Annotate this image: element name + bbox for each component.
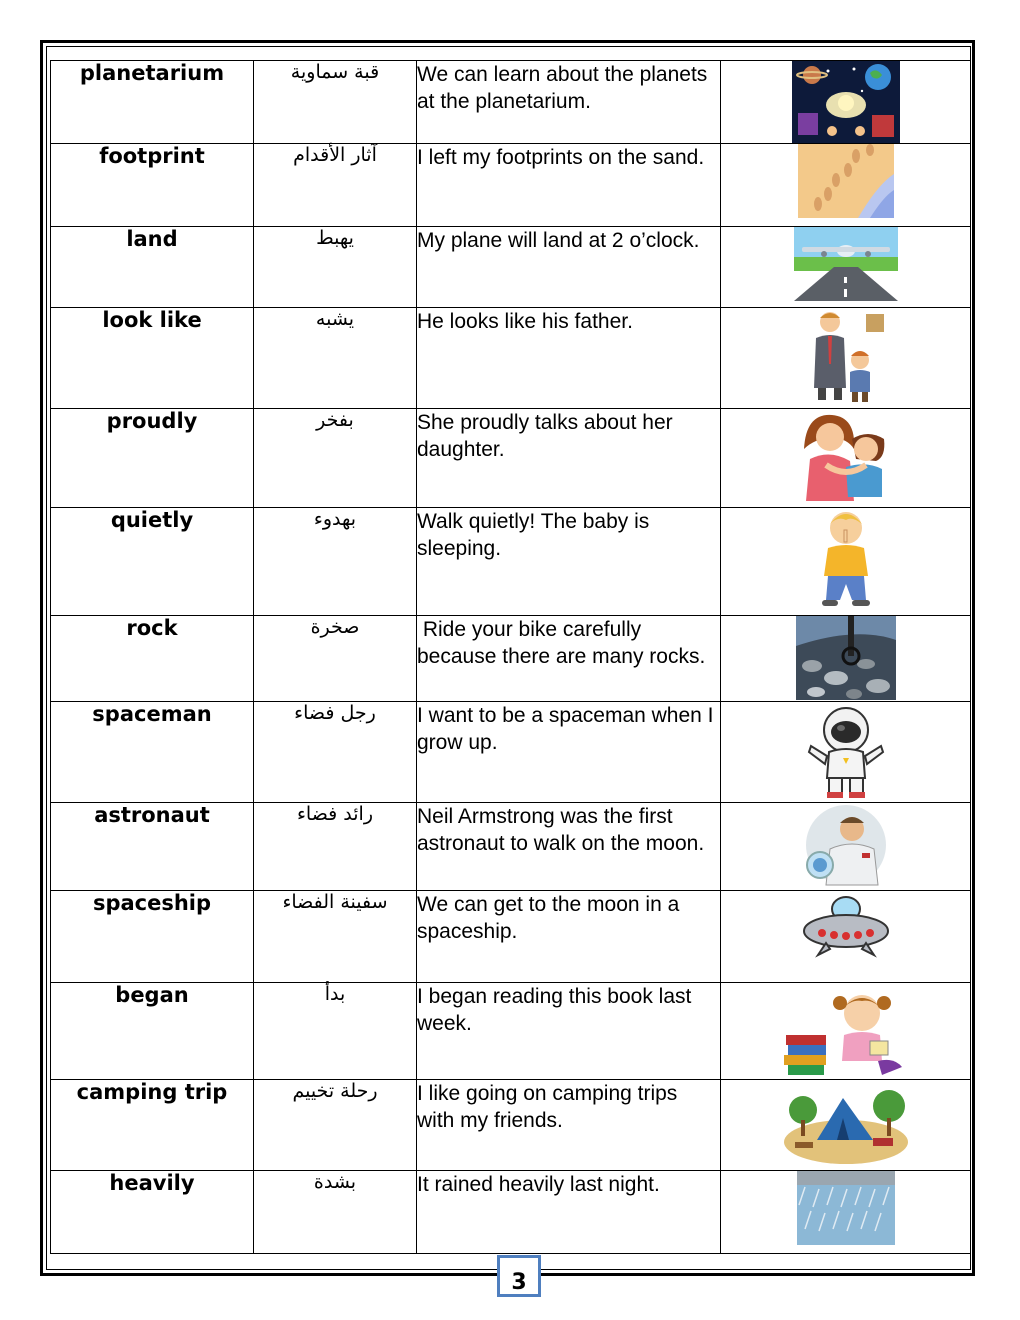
planetarium-image bbox=[792, 61, 900, 143]
arabic-cell: آثار الأقدام bbox=[254, 144, 417, 227]
sentence-cell: My plane will land at 2 o’clock. bbox=[417, 227, 721, 308]
word-cell: spaceman bbox=[51, 702, 254, 803]
picture-cell bbox=[721, 983, 971, 1080]
word-cell: footprint bbox=[51, 144, 254, 227]
heavy-rain-image bbox=[797, 1171, 895, 1245]
picture-cell bbox=[721, 144, 971, 227]
girl-reading-books-image bbox=[782, 983, 910, 1079]
table-row bbox=[51, 227, 971, 308]
table-row bbox=[51, 409, 971, 508]
word-cell: look like bbox=[51, 308, 254, 409]
table-row bbox=[51, 1171, 971, 1254]
picture-cell bbox=[721, 227, 971, 308]
table-row bbox=[51, 983, 971, 1080]
spaceship-image bbox=[800, 891, 892, 961]
word-cell: spaceship bbox=[51, 891, 254, 983]
table-row bbox=[51, 891, 971, 983]
page-number: 3 bbox=[497, 1255, 541, 1297]
arabic-cell: رحلة تخييم bbox=[254, 1080, 417, 1171]
footprints-sand-image bbox=[798, 144, 894, 218]
astronaut-portrait-image bbox=[800, 803, 892, 887]
arabic-cell: بهدوء bbox=[254, 508, 417, 616]
picture-cell bbox=[721, 616, 971, 702]
table-row bbox=[51, 803, 971, 891]
sentence-cell: Ride your bike carefully because there are many rocks. bbox=[417, 616, 721, 702]
picture-cell bbox=[721, 803, 971, 891]
picture-cell bbox=[721, 308, 971, 409]
sentence-cell: I began reading this book last week. bbox=[417, 983, 721, 1080]
arabic-cell: بشدة bbox=[254, 1171, 417, 1254]
sentence-cell: She proudly talks about her daughter. bbox=[417, 409, 721, 508]
sentence-cell: I left my footprints on the sand. bbox=[417, 144, 721, 227]
word-cell: planetarium bbox=[51, 61, 254, 144]
father-son-image bbox=[804, 308, 888, 404]
airplane-runway-image bbox=[794, 227, 898, 301]
word-cell: land bbox=[51, 227, 254, 308]
camping-tent-image bbox=[781, 1080, 911, 1166]
picture-cell bbox=[721, 1080, 971, 1171]
word-cell: began bbox=[51, 983, 254, 1080]
table-row bbox=[51, 616, 971, 702]
vocabulary-table bbox=[50, 60, 971, 1254]
mother-daughter-hug-image bbox=[796, 409, 896, 503]
sentence-cell: He looks like his father. bbox=[417, 308, 721, 409]
picture-cell bbox=[721, 409, 971, 508]
word-cell: camping trip bbox=[51, 1080, 254, 1171]
boy-shushing-image bbox=[806, 508, 886, 612]
arabic-cell: بدأ bbox=[254, 983, 417, 1080]
word-cell: heavily bbox=[51, 1171, 254, 1254]
sentence-cell: I like going on camping trips with my friends. bbox=[417, 1080, 721, 1171]
table-row bbox=[51, 508, 971, 616]
arabic-cell: يشبه bbox=[254, 308, 417, 409]
picture-cell bbox=[721, 702, 971, 803]
arabic-cell: يهبط bbox=[254, 227, 417, 308]
arabic-cell: رائد فضاء bbox=[254, 803, 417, 891]
sentence-cell: Neil Armstrong was the first astronaut to walk on the moon. bbox=[417, 803, 721, 891]
picture-cell bbox=[721, 891, 971, 983]
word-cell: quietly bbox=[51, 508, 254, 616]
sentence-cell: I want to be a spaceman when I grow up. bbox=[417, 702, 721, 803]
arabic-cell: صخرة bbox=[254, 616, 417, 702]
arabic-cell: سفينة الفضاء bbox=[254, 891, 417, 983]
spaceman-cartoon-image bbox=[803, 702, 889, 800]
picture-cell bbox=[721, 1171, 971, 1254]
sentence-cell: It rained heavily last night. bbox=[417, 1171, 721, 1254]
word-cell: astronaut bbox=[51, 803, 254, 891]
table-row bbox=[51, 61, 971, 144]
rocky-path-bike-image bbox=[796, 616, 896, 700]
arabic-cell: بفخر bbox=[254, 409, 417, 508]
table-row bbox=[51, 702, 971, 803]
picture-cell bbox=[721, 508, 971, 616]
sentence-cell: We can learn about the planets at the planetarium. bbox=[417, 61, 721, 144]
arabic-cell: قبة سماوية bbox=[254, 61, 417, 144]
table-row bbox=[51, 308, 971, 409]
word-cell: rock bbox=[51, 616, 254, 702]
word-cell: proudly bbox=[51, 409, 254, 508]
arabic-cell: رجل فضاء bbox=[254, 702, 417, 803]
sentence-cell: We can get to the moon in a spaceship. bbox=[417, 891, 721, 983]
picture-cell bbox=[721, 61, 971, 144]
sentence-cell: Walk quietly! The baby is sleeping. bbox=[417, 508, 721, 616]
table-row bbox=[51, 1080, 971, 1171]
table-row bbox=[51, 144, 971, 227]
